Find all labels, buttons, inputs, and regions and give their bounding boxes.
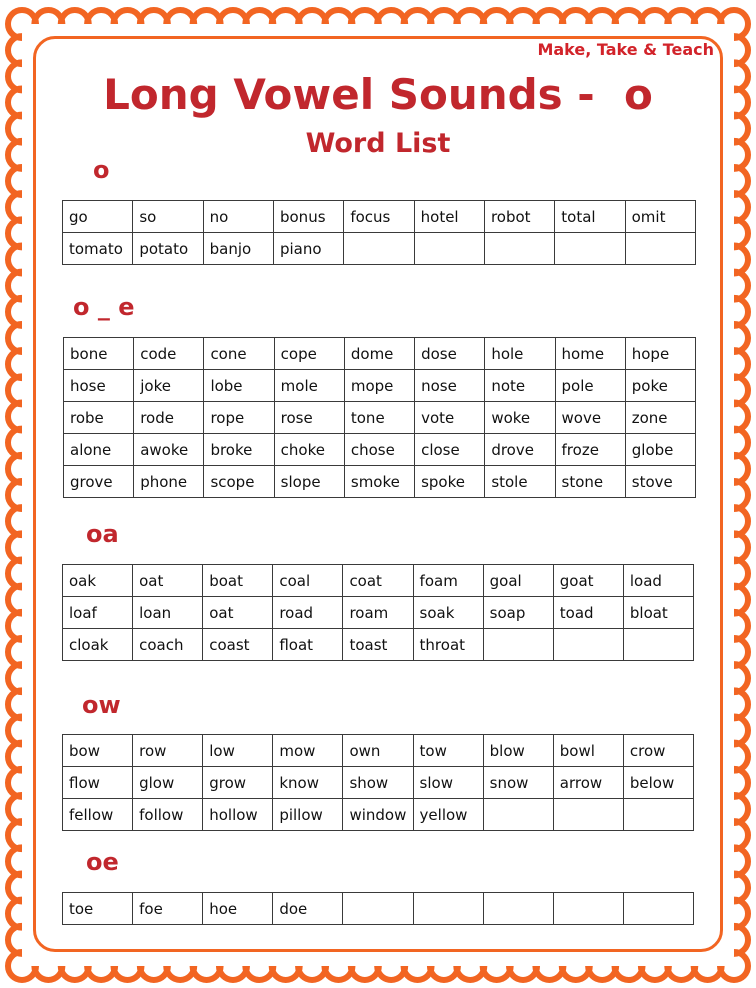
word-cell: drove <box>485 434 555 466</box>
word-cell: potato <box>133 233 203 265</box>
word-cell: coast <box>203 629 273 661</box>
word-cell: omit <box>625 201 695 233</box>
word-row <box>64 466 696 498</box>
word-cell <box>623 893 693 925</box>
word-table-oe <box>62 892 694 925</box>
word-cell: arrow <box>553 767 623 799</box>
word-table-o <box>62 200 696 265</box>
word-cell: wove <box>555 402 625 434</box>
word-cell <box>625 233 695 265</box>
word-cell: tomato <box>63 233 133 265</box>
word-cell <box>413 893 483 925</box>
word-cell: close <box>415 434 485 466</box>
word-cell: stole <box>485 466 555 498</box>
word-cell: dose <box>415 338 485 370</box>
word-cell: window <box>343 799 413 831</box>
word-cell: globe <box>625 434 695 466</box>
word-cell: rose <box>274 402 344 434</box>
word-row <box>64 338 696 370</box>
word-cell: dome <box>344 338 414 370</box>
word-cell: chose <box>344 434 414 466</box>
word-cell: focus <box>344 201 414 233</box>
word-cell: snow <box>483 767 553 799</box>
word-cell: load <box>623 565 693 597</box>
word-table-ow <box>62 734 694 831</box>
word-cell: flow <box>63 767 133 799</box>
word-cell <box>555 233 625 265</box>
word-cell: fellow <box>63 799 133 831</box>
word-cell: stone <box>555 466 625 498</box>
section-heading-oe: oe <box>86 848 119 876</box>
word-cell: awoke <box>134 434 204 466</box>
word-cell: go <box>63 201 133 233</box>
word-cell: soap <box>483 597 553 629</box>
word-cell: joke <box>134 370 204 402</box>
brand-label: Make, Take & Teach <box>537 40 714 59</box>
word-cell: toe <box>63 893 133 925</box>
word-cell <box>484 233 554 265</box>
word-cell: goat <box>553 565 623 597</box>
word-cell: grow <box>203 767 273 799</box>
word-cell <box>343 893 413 925</box>
word-cell: bonus <box>273 201 343 233</box>
word-row <box>63 799 694 831</box>
word-cell: cone <box>204 338 274 370</box>
word-cell: lobe <box>204 370 274 402</box>
word-row <box>63 233 696 265</box>
word-cell: coat <box>343 565 413 597</box>
word-row <box>64 434 696 466</box>
word-row <box>63 565 694 597</box>
word-cell: follow <box>133 799 203 831</box>
word-cell: cloak <box>63 629 133 661</box>
word-cell: piano <box>273 233 343 265</box>
word-cell: choke <box>274 434 344 466</box>
page-title: Long Vowel Sounds - o <box>103 70 653 119</box>
word-cell: slope <box>274 466 344 498</box>
word-row <box>64 370 696 402</box>
word-cell: stove <box>625 466 695 498</box>
word-cell: float <box>273 629 343 661</box>
word-cell <box>623 799 693 831</box>
word-cell: code <box>134 338 204 370</box>
word-cell: poke <box>625 370 695 402</box>
word-cell: know <box>273 767 343 799</box>
word-cell <box>414 233 484 265</box>
word-cell: bloat <box>623 597 693 629</box>
page-subtitle: Word List <box>305 128 451 159</box>
word-cell: mole <box>274 370 344 402</box>
word-cell: so <box>133 201 203 233</box>
word-cell: pillow <box>273 799 343 831</box>
word-row <box>63 201 696 233</box>
word-cell: soak <box>413 597 483 629</box>
section-heading-o-e: o _ e <box>73 293 135 321</box>
word-cell: foam <box>413 565 483 597</box>
word-cell: toad <box>553 597 623 629</box>
word-cell <box>623 629 693 661</box>
word-cell: bow <box>63 735 133 767</box>
word-cell: throat <box>413 629 483 661</box>
word-row <box>63 735 694 767</box>
word-cell: hole <box>485 338 555 370</box>
word-cell <box>483 799 553 831</box>
word-cell: zone <box>625 402 695 434</box>
word-cell: hollow <box>203 799 273 831</box>
word-row <box>63 893 694 925</box>
word-cell: spoke <box>415 466 485 498</box>
word-cell: below <box>623 767 693 799</box>
word-cell: alone <box>64 434 134 466</box>
word-cell: banjo <box>203 233 273 265</box>
word-table-oa <box>62 564 694 661</box>
word-cell: hope <box>625 338 695 370</box>
word-cell: roam <box>343 597 413 629</box>
word-cell: goal <box>483 565 553 597</box>
word-cell: froze <box>555 434 625 466</box>
word-cell <box>483 893 553 925</box>
word-cell: robot <box>484 201 554 233</box>
word-cell: grove <box>64 466 134 498</box>
word-cell <box>553 799 623 831</box>
word-cell <box>553 629 623 661</box>
word-cell: note <box>485 370 555 402</box>
word-cell: yellow <box>413 799 483 831</box>
word-cell: loan <box>133 597 203 629</box>
word-cell: doe <box>273 893 343 925</box>
word-cell: oat <box>203 597 273 629</box>
word-table-o-e <box>63 337 696 498</box>
word-row <box>63 597 694 629</box>
word-cell: crow <box>623 735 693 767</box>
word-cell: woke <box>485 402 555 434</box>
word-cell: loaf <box>63 597 133 629</box>
word-row <box>64 402 696 434</box>
word-cell: phone <box>134 466 204 498</box>
word-cell: road <box>273 597 343 629</box>
section-heading-ow: ow <box>82 691 121 719</box>
word-cell: row <box>133 735 203 767</box>
word-row <box>63 629 694 661</box>
word-cell: bowl <box>553 735 623 767</box>
word-cell: oat <box>133 565 203 597</box>
word-cell: foe <box>133 893 203 925</box>
word-cell: mow <box>273 735 343 767</box>
word-cell: low <box>203 735 273 767</box>
word-cell: home <box>555 338 625 370</box>
word-cell: rope <box>204 402 274 434</box>
word-cell: scope <box>204 466 274 498</box>
word-row <box>63 767 694 799</box>
word-cell: smoke <box>344 466 414 498</box>
word-cell: show <box>343 767 413 799</box>
word-cell: rode <box>134 402 204 434</box>
word-cell: pole <box>555 370 625 402</box>
word-cell: tow <box>413 735 483 767</box>
word-cell: tone <box>344 402 414 434</box>
word-cell: slow <box>413 767 483 799</box>
word-cell: total <box>555 201 625 233</box>
word-cell: bone <box>64 338 134 370</box>
word-cell: own <box>343 735 413 767</box>
word-cell: coach <box>133 629 203 661</box>
word-cell <box>553 893 623 925</box>
word-cell: boat <box>203 565 273 597</box>
word-cell: oak <box>63 565 133 597</box>
word-cell: glow <box>133 767 203 799</box>
word-cell: nose <box>415 370 485 402</box>
word-cell: mope <box>344 370 414 402</box>
word-cell: toast <box>343 629 413 661</box>
word-cell: blow <box>483 735 553 767</box>
word-cell <box>344 233 414 265</box>
word-cell: hose <box>64 370 134 402</box>
section-heading-o: o <box>93 156 110 184</box>
word-cell: cope <box>274 338 344 370</box>
word-cell: robe <box>64 402 134 434</box>
word-cell: coal <box>273 565 343 597</box>
word-cell: vote <box>415 402 485 434</box>
word-cell: broke <box>204 434 274 466</box>
word-cell: hotel <box>414 201 484 233</box>
word-cell: no <box>203 201 273 233</box>
word-cell <box>483 629 553 661</box>
word-cell: hoe <box>203 893 273 925</box>
section-heading-oa: oa <box>86 520 119 548</box>
